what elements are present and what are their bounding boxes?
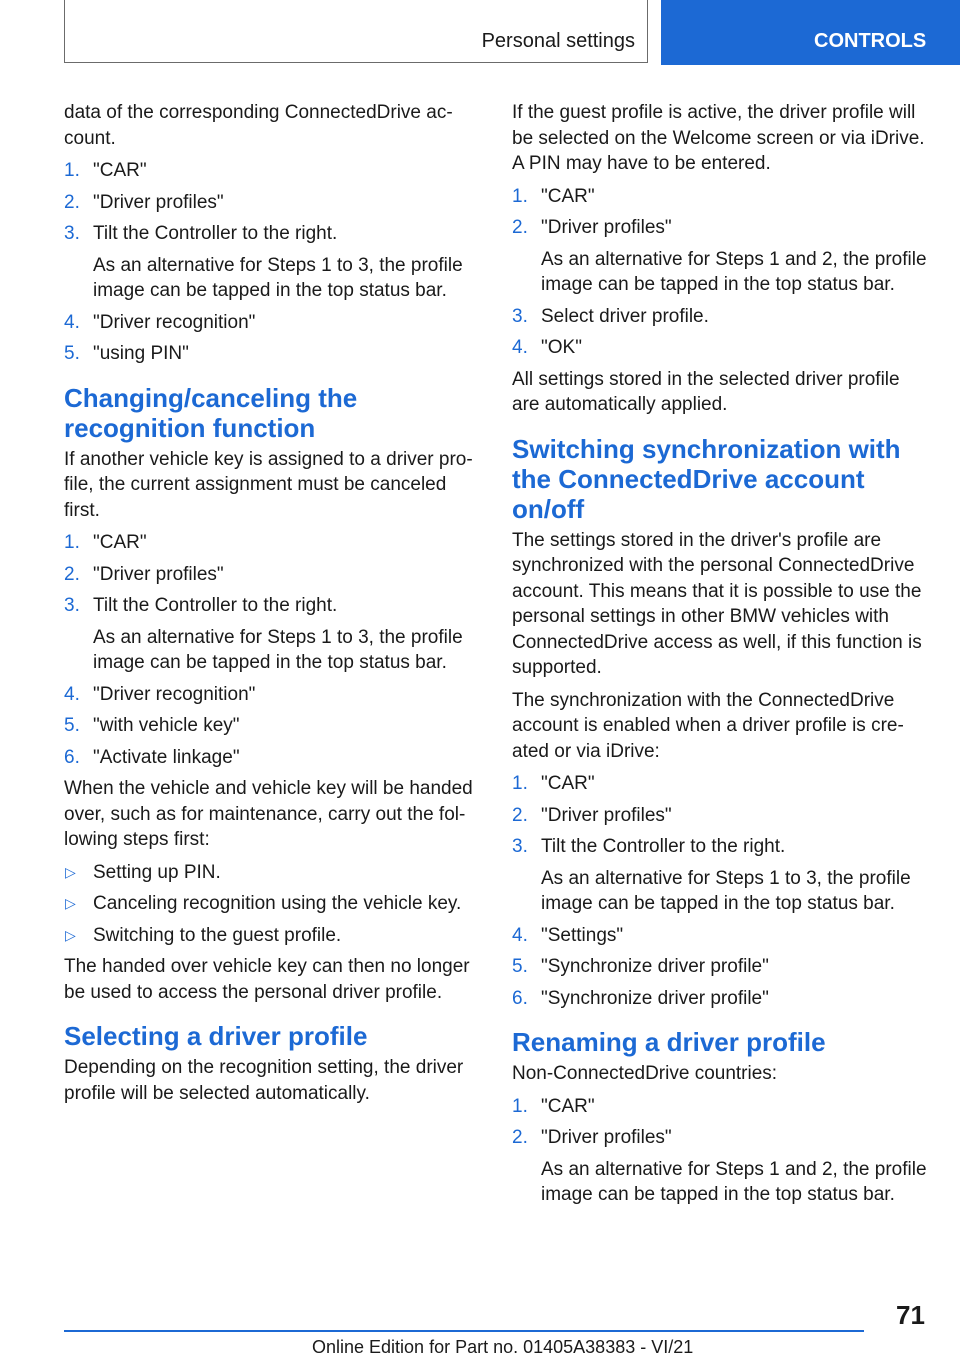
triangle-bullet-icon: ▷ (65, 895, 76, 911)
step-note: As an alternative for Steps 1 and 2, the profile image can be tapped in the top status bar. (541, 1158, 927, 1205)
list-item (512, 1125, 927, 1208)
step-number: 5. (64, 715, 80, 736)
footer-divider (64, 1330, 864, 1332)
step-text: "Driver profiles" (541, 804, 672, 826)
step-list (512, 184, 927, 361)
list-item (64, 341, 479, 367)
step-text: "OK" (541, 337, 582, 358)
triangle-bullet-icon: ▷ (65, 926, 76, 943)
list-item (64, 593, 479, 676)
step-number: 3. (64, 595, 80, 616)
list-item (64, 158, 479, 184)
bullet-text: Canceling recognition using the vehicle key. (93, 893, 462, 914)
list-item (512, 803, 927, 829)
step-text: Tilt the Controller to the right. (541, 836, 786, 857)
step-number: 6. (512, 987, 528, 1009)
step-text: Tilt the Controller to the right. (93, 595, 338, 616)
body-paragraph: The synchronization with the ConnectedDrive account is enabled when a driver profile is cre‐ ated or via iDrive: (512, 689, 904, 762)
step-text: "Settings" (541, 924, 624, 946)
right-column (512, 100, 927, 1214)
step-number: 1. (512, 773, 528, 794)
step-text: "CAR" (93, 532, 147, 553)
step-number: 1. (512, 1095, 528, 1117)
header-chapter-box (661, 0, 960, 65)
step-number: 2. (512, 804, 528, 826)
step-number: 3. (512, 305, 528, 327)
list-item (64, 891, 479, 917)
body-paragraph: If another vehicle key is assigned to a driver pro‐ file, the current assignment must be canceled first. (64, 448, 473, 521)
step-text: "Synchronize driver profile" (541, 956, 769, 977)
step-number: 4. (64, 683, 80, 705)
step-text: "CAR" (541, 185, 595, 207)
step-note: As an alternative for Steps 1 and 2, the profile image can be tapped in the top status bar. (541, 248, 927, 295)
step-list (64, 530, 479, 770)
section-heading: Changing/canceling the recognition function (64, 382, 358, 443)
list-item (64, 190, 479, 216)
step-text: "Driver profiles" (541, 217, 672, 238)
triangle-bullet-icon: ▷ (65, 863, 76, 880)
page-number: 71 (896, 1300, 925, 1330)
step-text: "Driver recognition" (93, 311, 256, 333)
step-number: 4. (512, 337, 528, 358)
list-item (64, 562, 479, 588)
list-item (512, 954, 927, 980)
step-number: 2. (512, 217, 528, 238)
step-number: 6. (64, 746, 80, 768)
step-number: 5. (64, 343, 80, 364)
body-paragraph: The handed over vehicle key can then no longer be used to access the personal driver profile. (64, 956, 470, 1003)
step-text: "CAR" (541, 1095, 595, 1117)
step-number: 1. (512, 185, 528, 207)
step-number: 1. (64, 160, 80, 181)
step-number: 2. (64, 563, 80, 585)
step-text: Tilt the Controller to the right. (93, 223, 338, 244)
step-text: "CAR" (541, 773, 595, 794)
list-item (512, 215, 927, 298)
step-list (64, 158, 479, 367)
step-number: 5. (512, 956, 528, 977)
list-item (512, 771, 927, 797)
left-column (64, 100, 479, 1113)
step-text: Select driver profile. (541, 305, 709, 327)
body-paragraph: All settings stored in the selected driver profile are automatically applied. (512, 368, 900, 415)
header-chapter-title: CONTROLS (814, 30, 927, 52)
step-number: 4. (64, 311, 80, 333)
footer-edition: Online Edition for Part no. 01405A38383 - VI/21 (312, 1337, 694, 1357)
step-note: As an alternative for Steps 1 to 3, the profile image can be tapped in the top status bar. (93, 254, 463, 301)
list-item (512, 335, 927, 361)
section-heading: Renaming a driver profile (512, 1027, 826, 1057)
step-number: 2. (512, 1127, 528, 1148)
list-item (64, 860, 479, 886)
list-item (64, 682, 479, 708)
body-paragraph: Depending on the recognition setting, the driver profile will be selected automatically. (64, 1057, 464, 1104)
section-heading: Selecting a driver profile (64, 1021, 368, 1051)
step-note: As an alternative for Steps 1 to 3, the profile image can be tapped in the top status bar. (93, 626, 463, 673)
step-number: 4. (512, 924, 528, 946)
step-list (512, 771, 927, 1011)
section-heading: Switching synchronization with the ConnectedDrive account on/off (512, 433, 901, 524)
body-paragraph: The settings stored in the driver's profile are synchronized with the personal ConnectedDrive account. This means that it is possible to use the personal settings in other BMW vehicles with ConnectedDrive access as well, if this function is supported. (512, 529, 922, 678)
list-item (512, 834, 927, 917)
body-paragraph: When the vehicle and vehicle key will be handed over, such as for maintenance, carry out the fol‐ lowing steps first: (64, 778, 473, 850)
bullet-text: Setting up PIN. (93, 861, 221, 883)
step-text: "Driver recognition" (93, 683, 256, 705)
step-text: "Synchronize driver profile" (541, 987, 769, 1009)
list-item (512, 923, 927, 949)
step-list (512, 1094, 927, 1208)
header-section-title: Personal settings (481, 30, 635, 52)
list-item (64, 310, 479, 336)
step-number: 1. (64, 532, 80, 553)
list-item (64, 530, 479, 556)
step-text: "using PIN" (93, 343, 189, 364)
list-item (512, 304, 927, 330)
step-number: 3. (64, 223, 80, 244)
list-item (512, 986, 927, 1012)
step-text: "with vehicle key" (93, 715, 240, 736)
list-item (512, 1094, 927, 1120)
list-item (64, 923, 479, 949)
list-item (64, 745, 479, 771)
list-item (64, 221, 479, 304)
bullet-text: Switching to the guest profile. (93, 924, 342, 946)
step-note: As an alternative for Steps 1 to 3, the profile image can be tapped in the top status bar. (541, 867, 911, 914)
step-number: 3. (512, 836, 528, 857)
list-item (512, 184, 927, 210)
intro-paragraph: data of the corresponding ConnectedDrive ac‐ count. (64, 102, 453, 149)
body-paragraph: Non-ConnectedDrive countries: (512, 1063, 778, 1084)
bullet-list (64, 860, 479, 949)
step-number: 2. (64, 191, 80, 213)
header-section-box (64, 0, 648, 63)
step-text: "Driver profiles" (93, 191, 224, 213)
list-item (64, 713, 479, 739)
body-paragraph: If the guest profile is active, the driver profile will be selected on the Welcome screen or via iDrive. A PIN may have to be entered. (512, 102, 925, 174)
step-text: "CAR" (93, 160, 147, 181)
step-text: "Activate linkage" (93, 746, 240, 768)
step-text: "Driver profiles" (93, 563, 224, 585)
step-text: "Driver profiles" (541, 1127, 672, 1148)
